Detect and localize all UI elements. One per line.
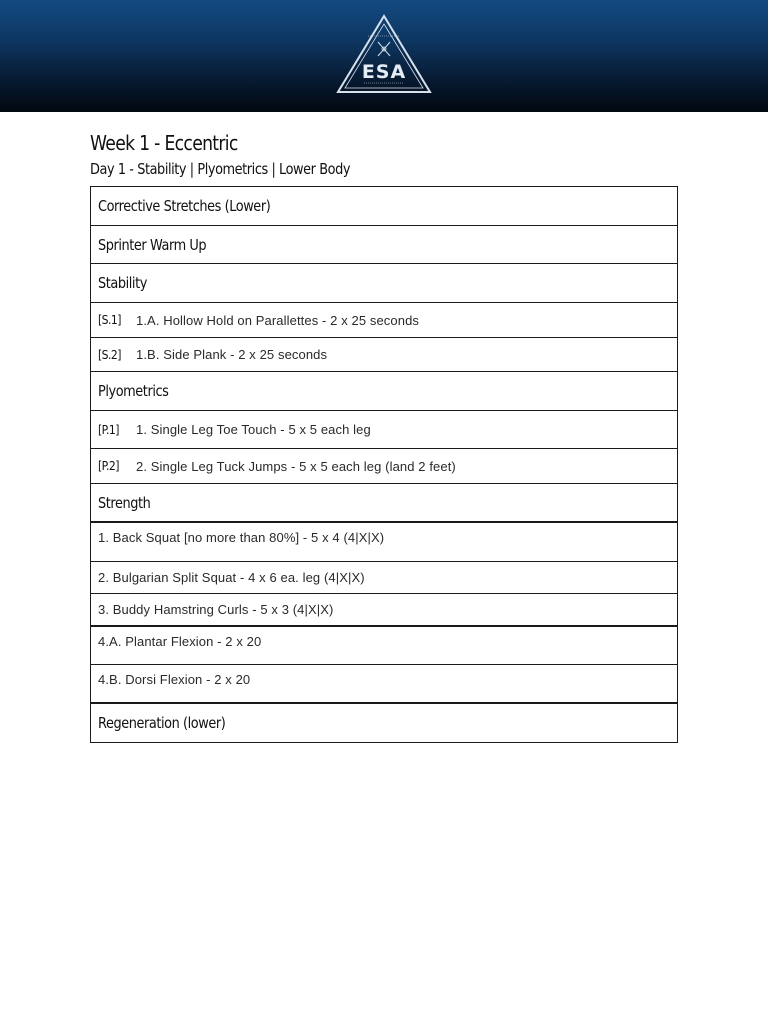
section-row-stability — [91, 264, 677, 303]
exercise-text: 3. Buddy Hamstring Curls - 5 x 3 (4|X|X) — [98, 602, 334, 617]
logo-text: ESA — [361, 61, 407, 83]
section-row-strength — [91, 484, 677, 523]
exercise-text: 2. Bulgarian Split Squat - 4 x 6 ea. leg (4|X|X) — [98, 570, 365, 585]
exercise-row-back-squat — [91, 523, 677, 562]
section-row-corrective-stretches — [91, 187, 677, 226]
exercise-row-p1 — [91, 411, 677, 449]
section-label: Stability — [98, 274, 147, 292]
exercise-row-plantar-flexion — [91, 627, 677, 665]
exercise-text: 1. Back Squat [no more than 80%] - 5 x 4 (4|X|X) — [98, 530, 385, 545]
section-label: Plyometrics — [98, 382, 169, 400]
exercise-text: 1.B. Side Plank - 2 x 25 seconds — [136, 347, 328, 362]
section-label: Strength — [98, 493, 151, 512]
exercise-code: [S.1] — [98, 313, 121, 327]
section-row-sprinter-warm-up — [91, 226, 677, 264]
exercise-row-dorsi-flexion — [91, 665, 677, 704]
exercise-row-s1 — [91, 303, 677, 338]
section-label: Sprinter Warm Up — [98, 235, 207, 254]
exercise-text: 4.B. Dorsi Flexion - 2 x 20 — [98, 672, 251, 687]
section-row-regeneration — [91, 704, 677, 742]
exercise-text: 4.A. Plantar Flexion - 2 x 20 — [98, 634, 262, 649]
week-title: Week 1 - Eccentric — [90, 131, 238, 155]
section-label: Regeneration (lower) — [98, 714, 226, 732]
exercise-text: 1.A. Hollow Hold on Parallettes - 2 x 25 seconds — [136, 312, 419, 328]
exercise-text: 1. Single Leg Toe Touch - 5 x 5 each leg — [136, 422, 371, 437]
exercise-row-p2 — [91, 449, 677, 484]
exercise-code: [S.2] — [98, 347, 121, 362]
workout-table — [90, 186, 678, 743]
exercise-row-s2 — [91, 338, 677, 372]
section-label: Corrective Stretches (Lower) — [98, 197, 271, 215]
exercise-text: 2. Single Leg Tuck Jumps - 5 x 5 each leg (land 2 feet) — [136, 458, 456, 474]
esa-triangle-logo-icon — [334, 12, 434, 96]
day-title: Day 1 - Stability | Plyometrics | Lower Body — [90, 160, 351, 178]
exercise-code: [P.2] — [98, 459, 119, 473]
header-banner — [0, 0, 768, 112]
exercise-row-hamstring-curls — [91, 594, 677, 627]
exercise-row-bulgarian-split-squat — [91, 562, 677, 594]
section-row-plyometrics — [91, 372, 677, 411]
exercise-code: [P.1] — [98, 422, 119, 437]
document-heading — [90, 128, 690, 181]
